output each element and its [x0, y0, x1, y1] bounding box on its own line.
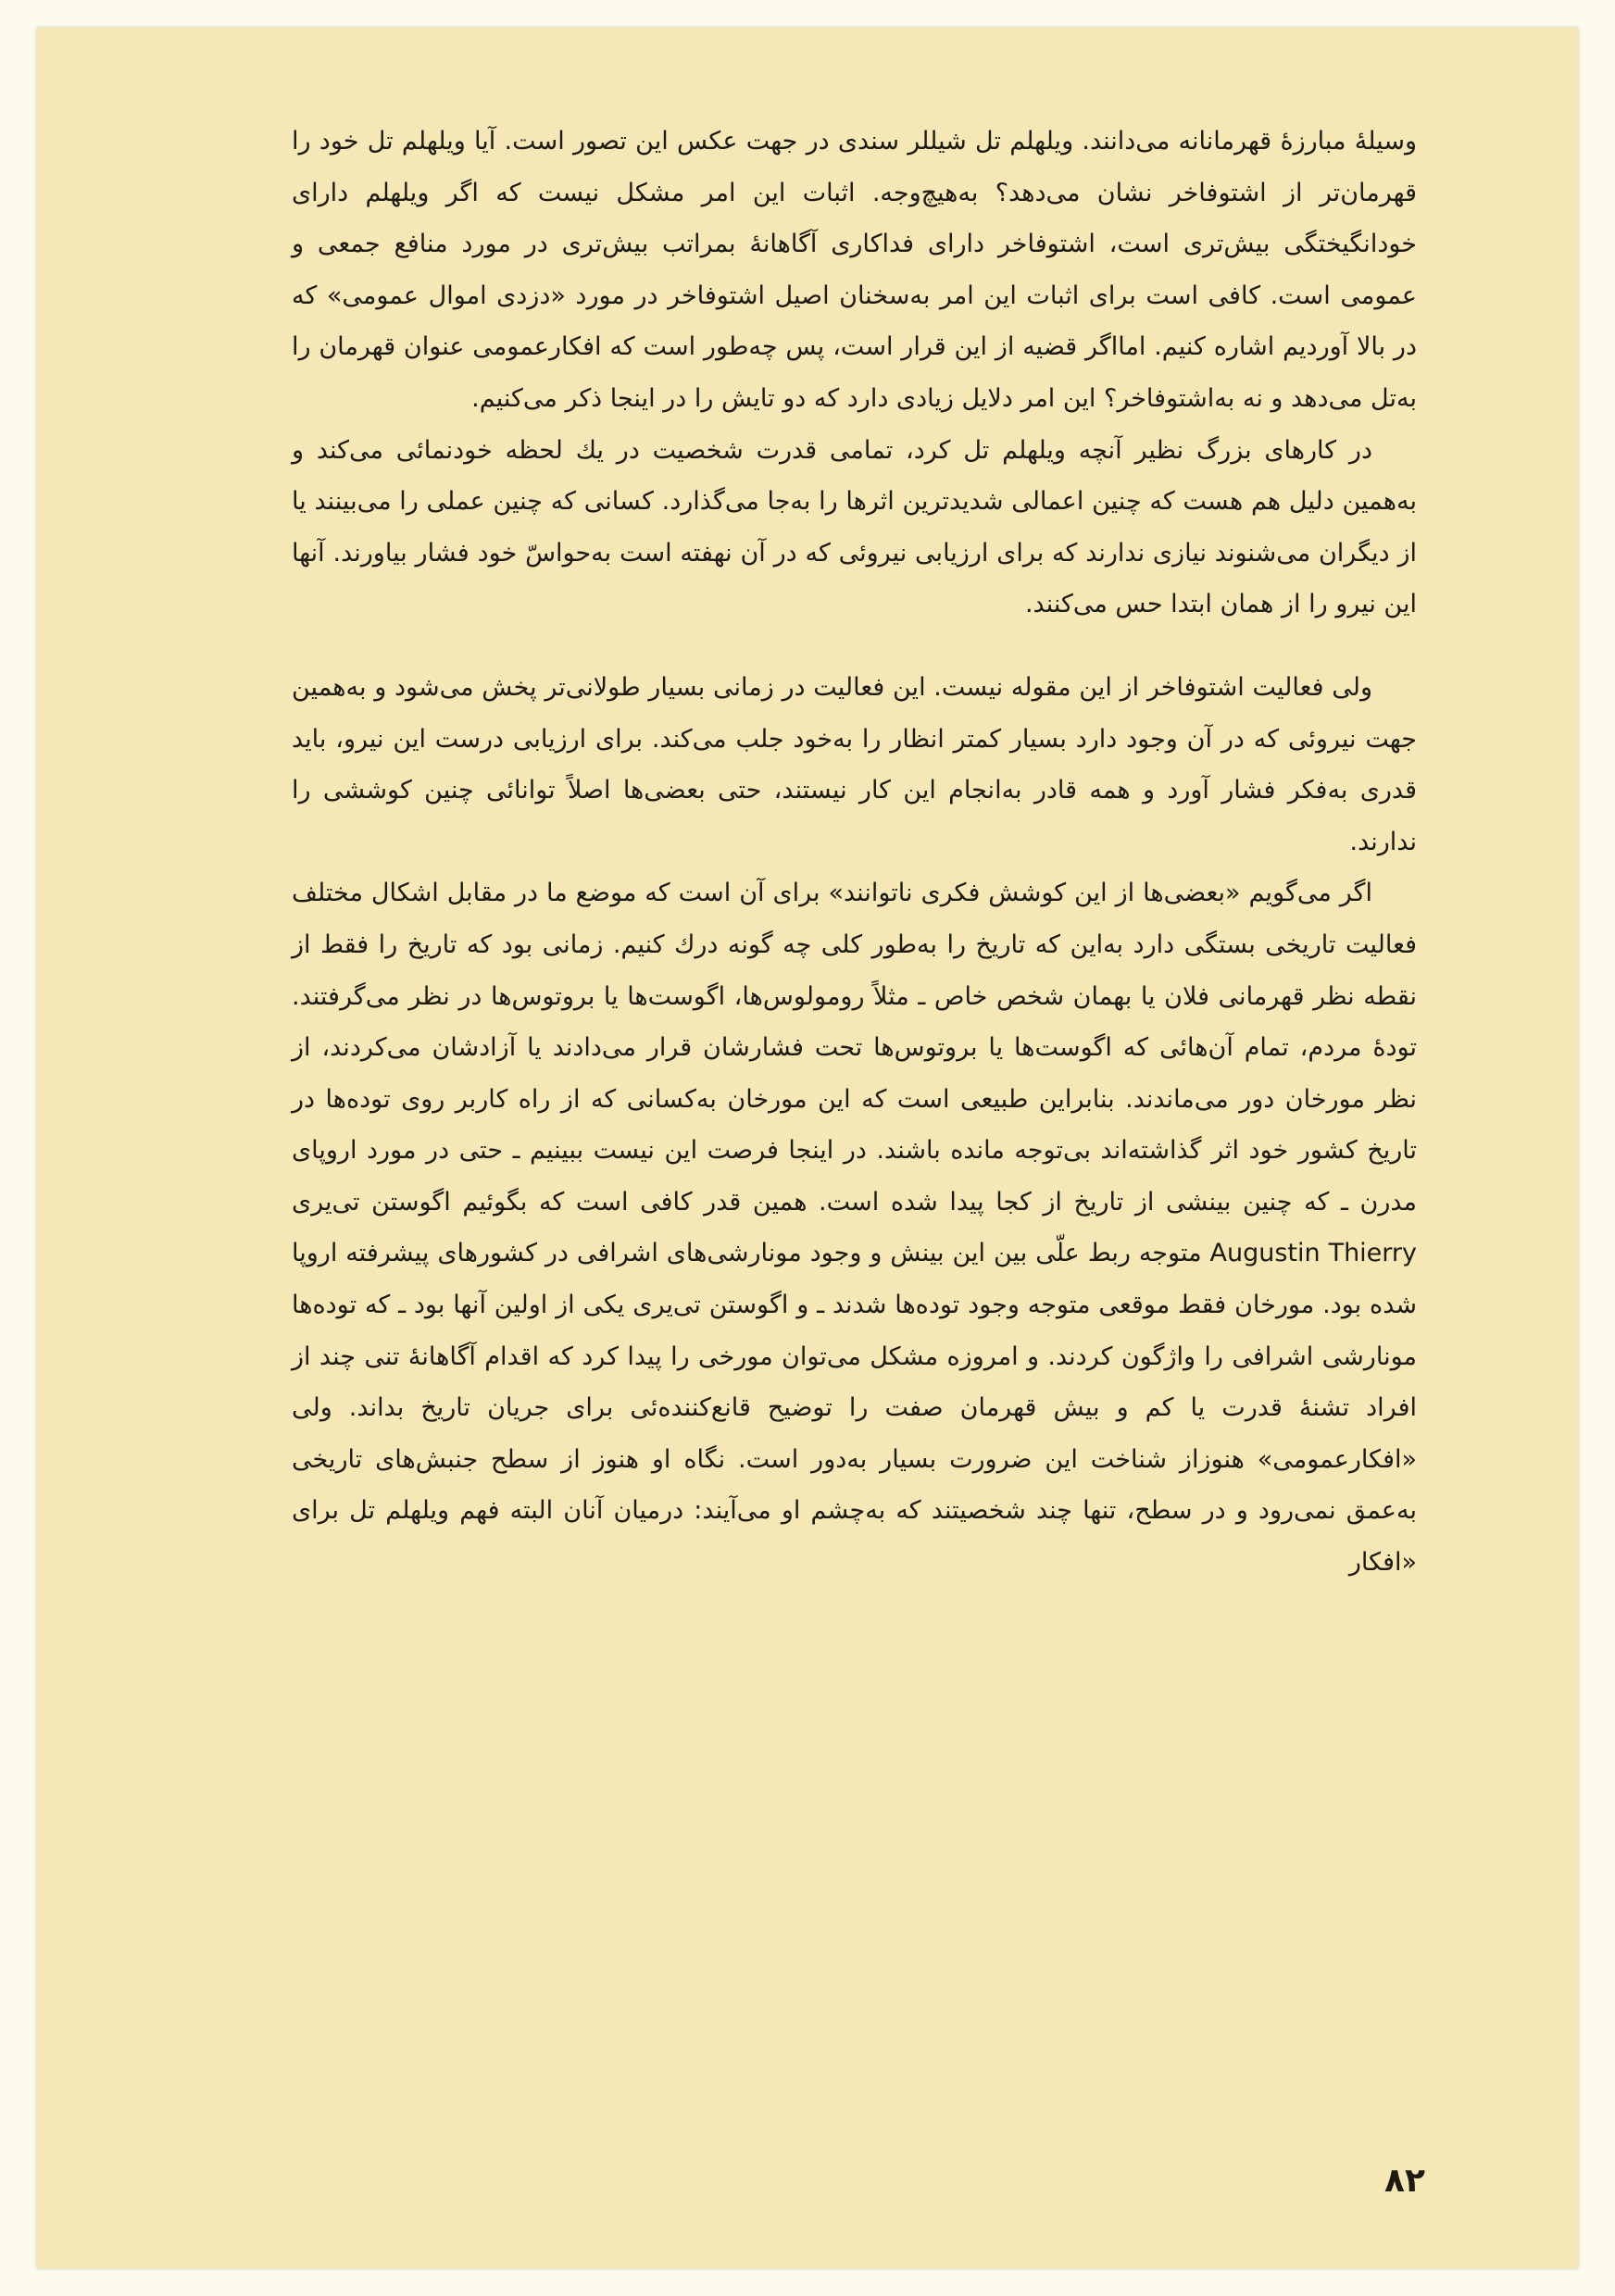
paragraph-4: اگر می‌گویم «بعضی‌ها از این کوشش فکری ناتوانند» برای آن است که موضع ما در مقابل اشکال مختلف فعالیت تاریخی بستگی دارد به‌این که تاریخ را به‌طور کلی چه گونه درك کنیم. زمانی بود که تاریخ را فقط از نقطه نظر قهرمانی فلان یا بهمان شخص خاص ـ مثلاً رومولوس‌ها، اگوست‌ها یا بروتوس‌ها در نظر می‌گرفتند. تودهٔ مردم، تمام آن‌هائی که اگوست‌ها یا بروتوس‌ها تحت فشارشان قرار می‌دادند یا آزادشان می‌کردند، از نظر مورخان دور می‌ماندند. بنابراین طبیعی است که این مورخان به‌کسانی که از راه کاربر روی توده‌ها در تاریخ کشور خود اثر گذاشته‌اند بی‌توجه مانده باشند. در اینجا فرصت این نیست ببینیم ـ حتی در مورد اروپای مدرن ـ که چنین بینشی از تاریخ از کجا پیدا شده است. همین قدر کافی است که بگوئیم اگوستن تی‌یری Augustin Thierry متوجه ربط علّی بین این بینش و وجود مونارشی‌های اشرافی در کشورهای پیشرفته اروپا شده بود. مورخان فقط موقعی متوجه وجود توده‌ها شدند ـ و اگوستن تی‌یری یکی از اولین آنها بود ـ که توده‌ها مونارشی اشرافی را واژگون کردند. و امروزه مشکل می‌توان مورخی را پیدا کرد که اقدام آگاهانهٔ تنی چند از افراد تشنهٔ قدرت یا کم و بیش قهرمان صفت را توضیح قانع‌کننده‌ئی برای جریان تاریخ بداند. ولی «افکارعمومی» هنوزاز شناخت این ضرورت بسیار به‌دور است. نگاه او هنوز از سطح جنبش‌های تاریخی به‌عمق نمی‌رود و در سطح، تنها چند شخصیتند که به‌چشم او می‌آیند: درمیان آنان البته فهم ویلهلم تل برای «افکار — [292, 879, 1417, 1578]
body-text — [292, 116, 1417, 1589]
paragraph-3: ولی فعالیت اشتوفاخر از این مقوله نیست. این فعالیت در زمانی بسیار طولانی‌تر پخش می‌شود و به‌همین جهت نیروئی که در آن وجود دارد بسیار کمتر انظار را به‌خود جلب می‌کند. برای ارزیابی درست این نیرو، باید قدری به‌فکر فشار آورد و همه قادر به‌انجام این کار نیستند، حتی بعضی‌ها اصلاً توانائی چنین کوششی را ندارند. — [292, 672, 1417, 856]
paragraph-1: وسیلهٔ مبارزهٔ قهرمانانه می‌دانند. ویلهلم تل شیللر سندی در جهت عکس این تصور است. آیا ویلهلم تل خود را قهرمان‌تر از اشتوفاخر نشان می‌دهد؟ به‌هیچ‌وجه. اثبات این امر مشکل نیست که اگر ویلهلم دارای خودانگیختگی بیش‌تری است، اشتوفاخر دارای فداکاری آگاهانهٔ بمراتب بیش‌تری در مورد منافع جمعی و عمومی است. کافی است برای اثبات این امر به‌سخنان اصیل اشتوفاخر در مورد «دزدی اموال عمومی» که در بالا آوردیم اشاره کنیم. اما‌اگر قضیه از این قرار است، پس چه‌طور است که افکارعمومی عنوان قهرمان را به‌تل می‌دهد و نه به‌اشتوفاخر؟ این امر دلایل زیادی دارد که دو تایش را در اینجا ذکر می‌کنیم. — [292, 127, 1417, 413]
book-page — [37, 28, 1578, 2268]
page-number: ۸۲ — [1384, 2162, 1425, 2200]
paragraph-2: در کارهای بزرگ نظیر آنچه ویلهلم تل کرد، تمامی قدرت شخصیت در یك لحظه خودنمائی می‌کند و به‌همین دلیل هم هست که چنین اعمالی شدیدترین اثرها را به‌جا می‌گذارد. کسانی که چنین عملی را می‌بینند یا از دیگران می‌شنوند نیازی ندارند که برای ارزیابی نیروئی که در آن نهفته است به‌حواسّ خود فشار بیاورند. آنها این نیرو را از همان ابتدا حس می‌کنند. — [292, 435, 1417, 619]
